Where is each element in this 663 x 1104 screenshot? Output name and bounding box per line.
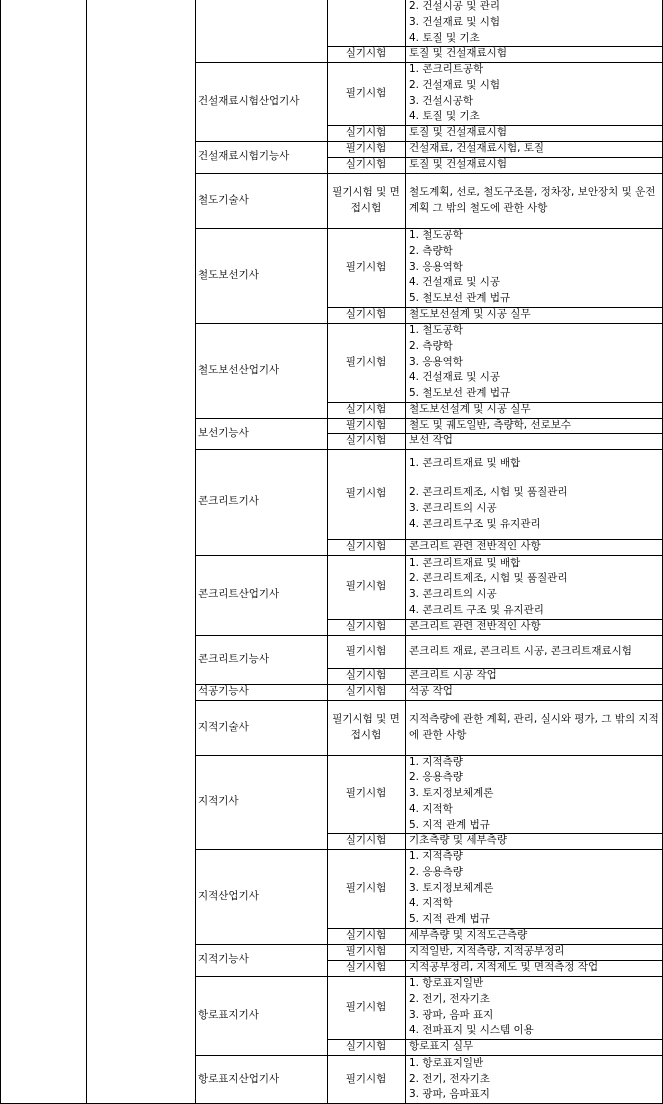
- qualification-name: 콘크리트기능사: [198, 652, 270, 665]
- subject-line: 1. 항로표지일반: [409, 1056, 484, 1069]
- subject-line: 4. 건설재료 및 시공: [409, 371, 501, 384]
- qualification-name: 지적기사: [198, 795, 239, 808]
- qualification-name: 지적산업기사: [198, 889, 259, 902]
- exam-method: 필기시험: [345, 1000, 387, 1013]
- subject-line: 4. 지적학: [409, 897, 453, 910]
- subject-line: 2. 전기, 전자기초: [409, 992, 490, 1005]
- subject-line: 2. 측량학: [409, 339, 453, 352]
- subject-line: 석공 작업: [409, 685, 453, 698]
- exam-subjects: [409, 684, 659, 700]
- qualification-name: [198, 0, 326, 62]
- subject-line: 1. 철도공학: [409, 229, 463, 242]
- subject-line: 철도계획, 선로, 철도구조물, 정차장, 보안장치 및 운전계획 그 밖의 철도에 관한 사항: [409, 185, 656, 214]
- subject-line: 3. 광파, 음파 표지: [409, 1008, 494, 1021]
- subject-line: 4. 건설재료 및 시공: [409, 276, 501, 289]
- exam-method: 필기시험: [345, 86, 387, 99]
- subject-line: 철도보선설계 및 시공 실무: [409, 308, 531, 321]
- subject-line: 3. 토지정보체계론: [409, 787, 494, 800]
- subject-list: [409, 755, 493, 834]
- subject-line: 5. 지적 관계 법규: [409, 913, 490, 926]
- subject-list: [409, 619, 541, 635]
- qualification-name: 콘크리트기사: [198, 495, 259, 508]
- subject-line: 2. 콘크리트제조, 시험 및 품질관리: [409, 486, 568, 499]
- exam-method: 실기시험: [345, 308, 387, 321]
- subject-line: 4. 토질 및 기초: [409, 110, 480, 123]
- subject-line: 2. 건설시공 및 관리: [409, 0, 501, 13]
- subject-line: 세부측량 및 지적도근측량: [409, 929, 528, 942]
- exam-subjects: [409, 323, 659, 402]
- subject-line: 2. 측량학: [409, 244, 453, 257]
- subject-line: 3. 건설시공학: [409, 94, 474, 107]
- subject-line: 3. 콘크리트의 시공: [409, 502, 497, 514]
- subject-line: 4. 지적학: [409, 802, 453, 815]
- subject-line: 지적일반, 지적측량, 지적공부정리: [409, 945, 565, 958]
- qualification-name: 지적기능사: [198, 953, 249, 966]
- subject-list: [409, 323, 510, 402]
- exam-method: 실기시험: [345, 929, 387, 942]
- exam-subjects: [409, 173, 659, 228]
- subject-list: [409, 1039, 473, 1055]
- column-divider: [405, 0, 406, 1104]
- subject-list: [409, 944, 564, 960]
- subject-line: 3. 콘크리트의 시공: [409, 588, 497, 600]
- subject-line: 콘크리트 관련 전반적인 사항: [409, 620, 541, 633]
- subject-list: [409, 0, 500, 47]
- subject-line: 1. 콘크리트재료 및 배합: [409, 556, 521, 569]
- exam-method: 필기시험: [345, 1072, 387, 1085]
- exam-subjects: [409, 1055, 659, 1104]
- qualification-name: 건설재료시험기능사: [198, 150, 290, 163]
- table-border-left: [0, 0, 1, 1104]
- exam-method: 실기시험: [345, 961, 387, 974]
- qualification-name: 항로표지기사: [198, 1008, 259, 1021]
- subject-list: [409, 833, 507, 849]
- blank-line: [409, 471, 568, 485]
- subject-line: 2. 콘크리트제조, 시험 및 품질관리: [409, 572, 568, 585]
- exam-method: 실기시험: [345, 434, 387, 447]
- exam-method: 필기시험 및 면접시험: [332, 185, 400, 214]
- qualification-name: 철도보선기사: [198, 268, 259, 281]
- subject-list: [409, 125, 507, 141]
- subject-line: 2. 전기, 전자기초: [409, 1072, 490, 1085]
- exam-subjects: [409, 928, 659, 944]
- exam-method: 실기시험: [345, 158, 387, 171]
- subject-list: [409, 418, 571, 434]
- qualification-name: 철도기술사: [198, 193, 249, 206]
- exam-subjects: [409, 833, 659, 849]
- exam-subjects: [409, 402, 659, 418]
- exam-subjects: [409, 668, 659, 684]
- subject-list: [409, 307, 531, 323]
- exam-method: 필기시험 및 면접시험: [332, 712, 400, 741]
- subject-list: [409, 712, 659, 743]
- subject-list: [409, 228, 510, 307]
- subject-list: [409, 556, 568, 619]
- subject-line: 토질 및 건설재료시험: [409, 158, 507, 171]
- subject-list: [409, 684, 453, 700]
- exam-method: 필기시험: [345, 355, 387, 368]
- subject-line: 1. 철도공학: [409, 324, 463, 337]
- exam-method: 필기시험: [345, 260, 387, 273]
- column-divider: [195, 0, 196, 1104]
- subject-line: 3. 광파, 음파표지: [409, 1088, 490, 1101]
- subject-line: 토질 및 건설재료시험: [409, 47, 507, 60]
- exam-subjects: [409, 849, 659, 928]
- exam-method: 실기시험: [345, 540, 387, 553]
- subject-list: [409, 1056, 490, 1103]
- exam-subjects: [409, 755, 659, 833]
- subject-line: 1. 지적측량: [409, 755, 463, 768]
- subject-line: 3. 응용역학: [409, 355, 463, 368]
- qualification-name: 콘크리트산업기사: [198, 588, 280, 601]
- subject-list: [409, 456, 568, 533]
- subject-line: 5. 지적 관계 법규: [409, 818, 490, 831]
- exam-method: 필기시험: [345, 418, 387, 431]
- exam-subjects: [409, 141, 659, 157]
- qualification-name: 건설재료시험산업기사: [198, 94, 300, 107]
- exam-subjects: [409, 944, 659, 960]
- subject-list: [409, 157, 507, 173]
- subject-line: 3. 응용역학: [409, 260, 463, 273]
- exam-method: 필기시험: [345, 644, 387, 657]
- exam-subjects: [409, 555, 659, 619]
- exam-method: 필기시험: [345, 142, 387, 155]
- column-divider: [86, 0, 87, 1104]
- subject-line: 1. 콘크리트재료 및 배합: [409, 456, 521, 469]
- subject-line: 5. 철도보선 관계 법규: [409, 292, 511, 305]
- exam-subjects: [409, 976, 659, 1039]
- exam-subjects: [409, 433, 659, 449]
- exam-method: [328, 0, 404, 46]
- exam-subjects: [409, 539, 659, 555]
- exam-method: 필기시험: [345, 787, 387, 800]
- subject-line: 1. 콘크리트공학: [409, 63, 484, 76]
- subject-line: 토질 및 건설재료시험: [409, 126, 507, 139]
- exam-method: 실기시험: [345, 834, 387, 847]
- subject-line: 철도 및 궤도일반, 측량학, 선로보수: [409, 418, 572, 431]
- exam-subjects: [409, 307, 659, 323]
- exam-subjects: [409, 449, 659, 539]
- subject-line: 보선 작업: [409, 434, 453, 447]
- qualification-name: 보선기능사: [198, 426, 249, 439]
- subject-line: 콘크리트 시공 작업: [409, 669, 497, 682]
- subject-line: 2. 응용측량: [409, 771, 463, 784]
- exam-subjects: [409, 960, 659, 976]
- exam-subjects: [409, 418, 659, 433]
- subject-line: 4. 전파표지 및 시스템 이용: [409, 1024, 534, 1037]
- subject-line: 기초측량 및 세부측량: [409, 834, 507, 847]
- exam-subjects: [409, 125, 659, 141]
- subject-list: [409, 539, 541, 555]
- subject-line: 2. 건설재료 및 시험: [409, 78, 501, 91]
- subject-line: 1. 항로표지일반: [409, 977, 484, 990]
- exam-subjects: [409, 46, 659, 62]
- subject-list: [409, 433, 453, 449]
- subject-list: [409, 849, 493, 928]
- exam-method: 필기시험: [345, 881, 387, 894]
- qualification-name: 석공기능사: [198, 685, 249, 698]
- subject-line: 지적공부정리, 지적제도 및 면적측정 작업: [409, 961, 599, 974]
- exam-subjects: [409, 62, 659, 125]
- subject-list: [409, 960, 598, 976]
- exam-method: 실기시험: [345, 620, 387, 633]
- exam-subjects: [409, 228, 659, 307]
- subject-line: 2. 응용측량: [409, 865, 463, 878]
- exam-method: 실기시험: [345, 1040, 387, 1053]
- subject-line: 1. 지적측량: [409, 850, 463, 863]
- exam-method: 실기시험: [345, 403, 387, 416]
- exam-subjects: [409, 0, 659, 46]
- exam-method: 실기시험: [345, 669, 387, 682]
- subject-line: 4. 콘크리트 구조 및 유지관리: [409, 603, 544, 616]
- subject-line: 철도보선설계 및 시공 실무: [409, 403, 531, 416]
- subject-list: [409, 62, 500, 125]
- exam-subjects: [409, 1039, 659, 1055]
- qualification-name: 지적기술사: [198, 720, 249, 733]
- qualification-name: 항로표지산업기사: [198, 1072, 280, 1085]
- subject-list: [409, 185, 659, 216]
- subject-line: 4. 토질 및 기초: [409, 31, 480, 44]
- subject-list: [409, 976, 534, 1039]
- subject-line: 3. 토지정보체계론: [409, 881, 494, 894]
- subject-line: 콘크리트 재료, 콘크리트 시공, 콘크리트재료시험: [409, 644, 632, 657]
- exam-method: 필기시험: [345, 945, 387, 958]
- exam-subjects: [409, 635, 659, 668]
- subject-line: 콘크리트 관련 전반적인 사항: [409, 540, 541, 553]
- subject-list: [409, 141, 544, 157]
- subject-list: [409, 668, 497, 684]
- subject-line: 항로표지 실무: [409, 1040, 474, 1053]
- subject-line: 3. 건설재료 및 시험: [409, 16, 501, 29]
- subject-line: 4. 콘크리트구조 및 유지관리: [409, 517, 541, 530]
- exam-method: 필기시험: [345, 580, 387, 593]
- subject-line: 5. 철도보선 관계 법규: [409, 387, 511, 400]
- exam-method: 실기시험: [345, 47, 387, 60]
- qualification-name: 철도보선산업기사: [198, 363, 280, 376]
- exam-method: 실기시험: [345, 126, 387, 139]
- exam-subjects: [409, 157, 659, 173]
- subject-line: 지적측량에 관한 계획, 관리, 실시와 평가, 그 밖의 지적에 관한 사항: [409, 712, 659, 741]
- subject-list: [409, 928, 527, 944]
- exam-subjects: [409, 700, 659, 755]
- subject-list: [409, 644, 632, 660]
- exam-method: 필기시험: [345, 487, 387, 500]
- subject-line: 건설재료, 건설재료시험, 토질: [409, 142, 545, 155]
- subject-list: [409, 46, 507, 62]
- subject-list: [409, 402, 531, 418]
- exam-subjects: [409, 619, 659, 635]
- exam-method: 실기시험: [345, 685, 387, 698]
